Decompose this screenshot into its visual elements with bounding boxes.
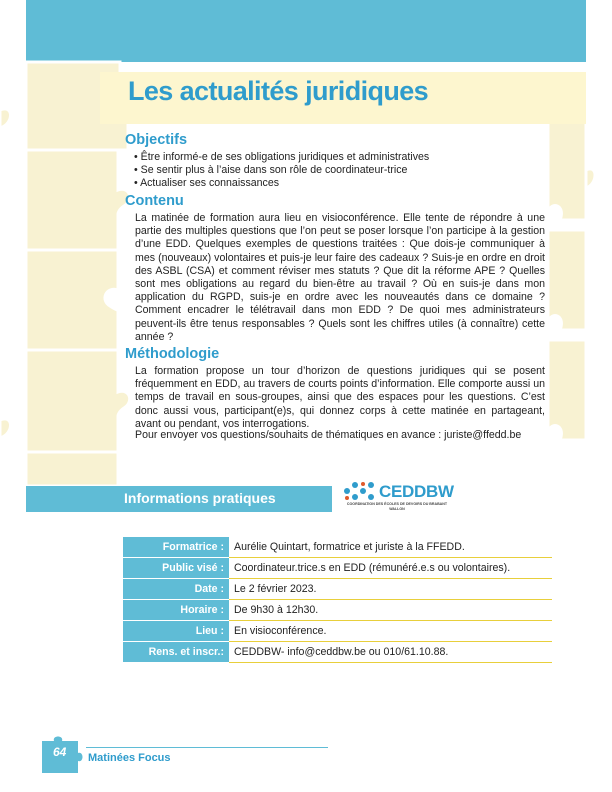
page-number: 64: [53, 745, 67, 759]
row-value: Le 2 février 2023.: [229, 579, 552, 600]
ceddbw-logo: [342, 480, 452, 516]
table-row: [123, 558, 552, 579]
footer-divider: [86, 747, 328, 748]
contenu-paragraph: La matinée de formation aura lieu en visioconférence. Elle tente de répondre à une partie des multiples questions que l’on peut se poser lorsque l’on participe à la gestion d’une EDD. Quelques exemples de questions traitées : Que dois-je communiquer à mes (nouveaux) volontaires et puis-je leur faire des cadeaux ? Suis-je en ordre en droit des ASBL (CSA) et comment réviser mes statuts ? Que dit la réforme APE ? Quelles sont mes obligations au regard du bien-être au travail ? Où en suis-je dans mon application du RGPD, suis-je en ordre avec les nouveautés dans ce domaine ? Comment encadrer le télétravail dans mon EDD ? De quoi mes administrateurs peuvent-ils être tenus responsables ? Quels sont les chiffres utiles (à connaître) cette année ?: [135, 212, 545, 343]
table-row: [123, 537, 552, 558]
row-value: CEDDBW- info@ceddbw.be ou 010/61.10.88.: [229, 642, 552, 663]
methodologie-paragraph: La formation propose un tour d’horizon de questions juridiques qui se posent fréquemment en EDD, au travers de courts points d’information. Elle comporte aussi un temps de travail en sous-groupes, ainsi que des espaces pour les questions. C’est donc aussi vous, participant(e)s, qui donnez corps à cette matinée en partageant, avant ou pendant, vos interrogations.: [135, 365, 545, 430]
objectifs-list: [134, 151, 429, 190]
logo-name: CEDDBW: [379, 482, 454, 501]
row-label: Lieu :: [123, 621, 229, 642]
page-title: Les actualités juridiques: [128, 76, 429, 106]
objectifs-heading: Objectifs: [125, 132, 188, 148]
row-value: Coordinateur.trice.s en EDD (rémunéré.e.s ou volontaires).: [229, 558, 552, 579]
info-heading: Informations pratiques: [124, 490, 276, 506]
table-row: [123, 642, 552, 663]
row-label: Public visé :: [123, 558, 229, 579]
footer-label: Matinées Focus: [88, 752, 171, 764]
list-item: • Être informé-e de ses obligations juridiques et administratives: [134, 151, 430, 163]
list-item: • Se sentir plus à l’aise dans son rôle de coordinateur-trice: [134, 164, 408, 176]
row-value: En visioconférence.: [229, 621, 552, 642]
table-row: [123, 621, 552, 642]
row-label: Rens. et inscr.:: [123, 642, 229, 663]
row-value: Aurélie Quintart, formatrice et juriste à la FFEDD.: [229, 537, 552, 558]
row-label: Date :: [123, 579, 229, 600]
methodologie-heading: Méthodologie: [125, 346, 220, 362]
info-table: [123, 537, 552, 663]
row-value: De 9h30 à 12h30.: [229, 600, 552, 621]
contenu-heading: Contenu: [125, 193, 184, 209]
table-row: [123, 579, 552, 600]
logo-subtitle: COORDINATION DES ÉCOLES DE DEVOIRS DU BRABANT WALLON: [346, 502, 448, 511]
row-label: Horaire :: [123, 600, 229, 621]
list-item: • Actualiser ses connaissances: [134, 177, 280, 189]
logo-mark-icon: [342, 480, 378, 502]
row-label: Formatrice :: [123, 537, 229, 558]
contact-paragraph: Pour envoyer vos questions/souhaits de thématiques en avance : juriste@ffedd.be: [135, 429, 522, 441]
table-row: [123, 600, 552, 621]
